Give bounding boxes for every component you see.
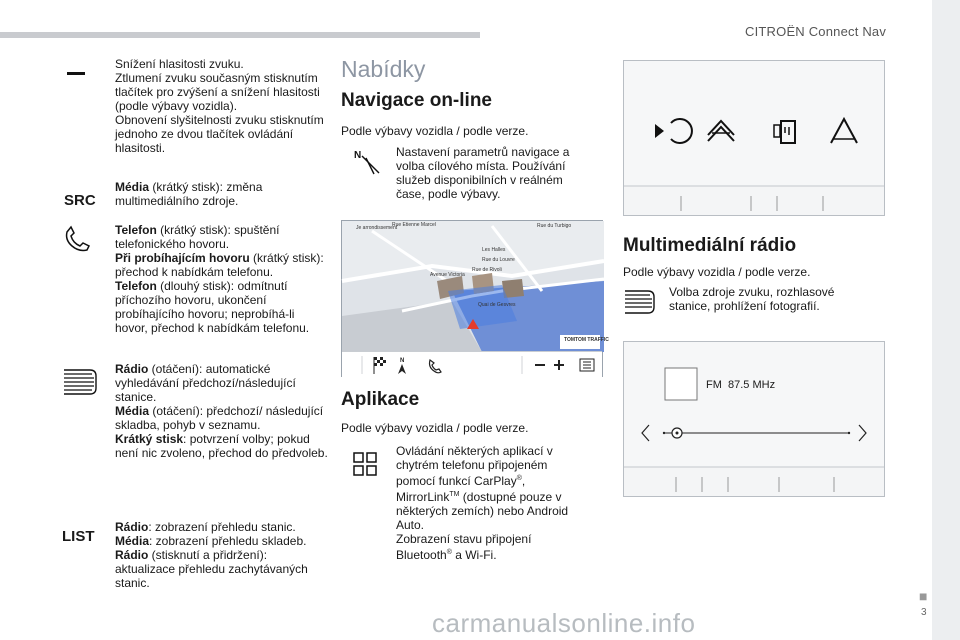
control-desc-src xyxy=(115,180,330,208)
map-street-label: Je arrondissement xyxy=(356,225,398,231)
control-desc-list xyxy=(115,520,330,590)
control-desc-line xyxy=(115,404,330,432)
control-desc-line xyxy=(115,71,330,113)
control-name: Rádio xyxy=(115,520,149,534)
control-name: Rádio xyxy=(115,362,149,376)
svg-text:N: N xyxy=(400,358,405,364)
control-text: : zobrazení přehledu stanic. xyxy=(148,520,296,534)
radio-screen-mockup xyxy=(623,341,885,497)
control-text: Ztlumení zvuku současným stisknutím tlačítek pro zvýšení a snížení hlasitosti (podle výbavy vozidla). xyxy=(115,71,320,113)
control-name: Při probíhajícím hovoru xyxy=(115,251,250,265)
navigation-intro: Podle výbavy vozidla / podle verze. xyxy=(341,124,529,138)
trademark-mark: TM xyxy=(449,491,460,498)
registered-mark: ® xyxy=(516,475,522,482)
control-text: (dlouhý stisk): odmítnutí příchozího hovoru, ukončení probíhajícího hovoru; neprobíhá-li hovor, přechod k nabídkám telefonu. xyxy=(115,279,310,335)
control-desc-line xyxy=(115,180,330,208)
map-street-label: Les Halles xyxy=(482,247,506,253)
phone-icon xyxy=(62,224,92,254)
apps-intro: Podle výbavy vozidla / podle verze. xyxy=(341,421,529,435)
control-desc-line xyxy=(115,223,330,251)
control-desc-line xyxy=(115,432,330,460)
page-margin-strip xyxy=(932,0,960,640)
control-name: Média xyxy=(115,534,150,548)
control-name: Krátký stisk xyxy=(115,432,184,446)
compass-icon[interactable] xyxy=(398,358,406,374)
control-name: Telefon xyxy=(115,223,157,237)
phone-icon[interactable] xyxy=(430,360,442,373)
src-icon: SRC xyxy=(64,192,96,209)
svg-text:N: N xyxy=(354,150,362,161)
map-street-label: Rue Etienne Marcel xyxy=(392,222,436,228)
apps-desc-text: (dostupné pouze v některých zemích) nebo Android Auto. xyxy=(396,490,569,532)
control-text: (otáčení): předchozí/ následující skladba, pohyb v seznamu. xyxy=(115,404,324,432)
apps-desc-text: , MirrorLink xyxy=(396,474,526,504)
apps-desc xyxy=(396,444,586,562)
control-text: Obnovení slyšitelnosti zvuku stisknutím jednoho ze dvou tlačítek ovládání hlasitosti. xyxy=(115,113,324,155)
menu-icon[interactable] xyxy=(580,359,594,371)
control-name: Rádio xyxy=(115,548,149,562)
map-brand-label: TOMTOM TRAFFIC xyxy=(564,337,609,343)
control-desc-volume-down xyxy=(115,57,330,155)
navigation-desc: Nastavení parametrů navigace a volba cílového místa. Používání služeb disponibilních v reálném čase, podle výbavy. xyxy=(396,145,570,201)
map-toolbar xyxy=(342,351,602,377)
control-name: Média xyxy=(115,180,150,194)
watermark: carmanualsonline.info xyxy=(432,608,696,638)
map-street-label: Rue du Turbigo xyxy=(537,223,572,229)
checkered-flag-icon[interactable] xyxy=(374,357,386,374)
apps-desc-text: Zobrazení stavu připojení Bluetooth xyxy=(396,532,532,562)
map-street-label: Rue de Rivoli xyxy=(472,267,502,273)
control-desc-phone xyxy=(115,223,330,335)
map-street-label: Quai de Gesvres xyxy=(478,302,516,308)
registered-mark: ® xyxy=(446,549,452,556)
control-desc-thumbwheel xyxy=(115,362,330,460)
heading-navigation: Navigace on-line xyxy=(341,90,492,111)
control-text: (stisknutí a přidržení): aktualizace přehledu zachytávaných stanic. xyxy=(115,548,308,590)
minus-icon xyxy=(66,63,86,83)
control-text: (otáčení): automatické vyhledávání předchozí/následující stanice. xyxy=(115,362,296,404)
control-desc-line xyxy=(115,362,330,404)
control-name: Telefon xyxy=(115,279,157,293)
control-text: (krátký stisk): přechod k nabídkám telefonu. xyxy=(115,251,324,279)
control-text: (krátký stisk): změna multimediálního zdroje. xyxy=(115,180,263,208)
page-number: 3 xyxy=(921,607,927,618)
control-text: (krátký stisk): spuštění telefonického hovoru. xyxy=(115,223,280,251)
zoom-in-icon[interactable] xyxy=(554,360,564,370)
navigation-map-screenshot xyxy=(341,220,609,377)
home-screen-mockup xyxy=(623,60,885,216)
apps-grid-icon xyxy=(352,451,378,477)
apps-desc-text: Ovládání některých aplikací v chytrém telefonu připojeném pomocí funkcí CarPlay xyxy=(396,444,553,488)
control-desc-line xyxy=(115,279,330,335)
control-desc-line xyxy=(115,548,330,590)
heading-apps: Aplikace xyxy=(341,389,420,410)
radio-desc: Volba zdroje zvuku, rozhlasové stanice, prohlížení fotografií. xyxy=(669,285,835,313)
header-bar xyxy=(0,32,480,38)
page-marker: ■ xyxy=(919,588,928,604)
header-title: CITROËN Connect Nav xyxy=(745,24,887,39)
radio-intro: Podle výbavy vozidla / podle verze. xyxy=(623,265,811,279)
list-icon: LIST xyxy=(62,528,95,545)
control-desc-line xyxy=(115,251,330,279)
control-name: Média xyxy=(115,404,150,418)
control-desc-line xyxy=(115,113,330,155)
zoom-out-icon[interactable] xyxy=(535,364,545,366)
control-text: : zobrazení přehledu skladeb. xyxy=(149,534,307,548)
control-text: Snížení hlasitosti zvuku. xyxy=(115,57,244,71)
navigation-icon xyxy=(352,146,382,176)
control-desc-line xyxy=(115,520,330,534)
control-text: : potvrzení volby; pokud není nic zvoleno, přechod do předvoleb. xyxy=(115,432,328,460)
control-desc-line xyxy=(115,534,330,548)
map-street-label: Rue du Louvre xyxy=(482,257,515,263)
apps-desc-text: a Wi-Fi. xyxy=(451,548,497,562)
music-notes-icon xyxy=(622,285,656,319)
radio-frequency: FM 87.5 MHz xyxy=(706,379,776,391)
heading-radio: Multimediální rádio xyxy=(623,235,797,256)
section-title: Nabídky xyxy=(341,56,426,82)
map-street-label: Avenue Victoria xyxy=(430,272,465,278)
thumbwheel-icon xyxy=(60,367,98,397)
control-desc-line xyxy=(115,57,330,71)
